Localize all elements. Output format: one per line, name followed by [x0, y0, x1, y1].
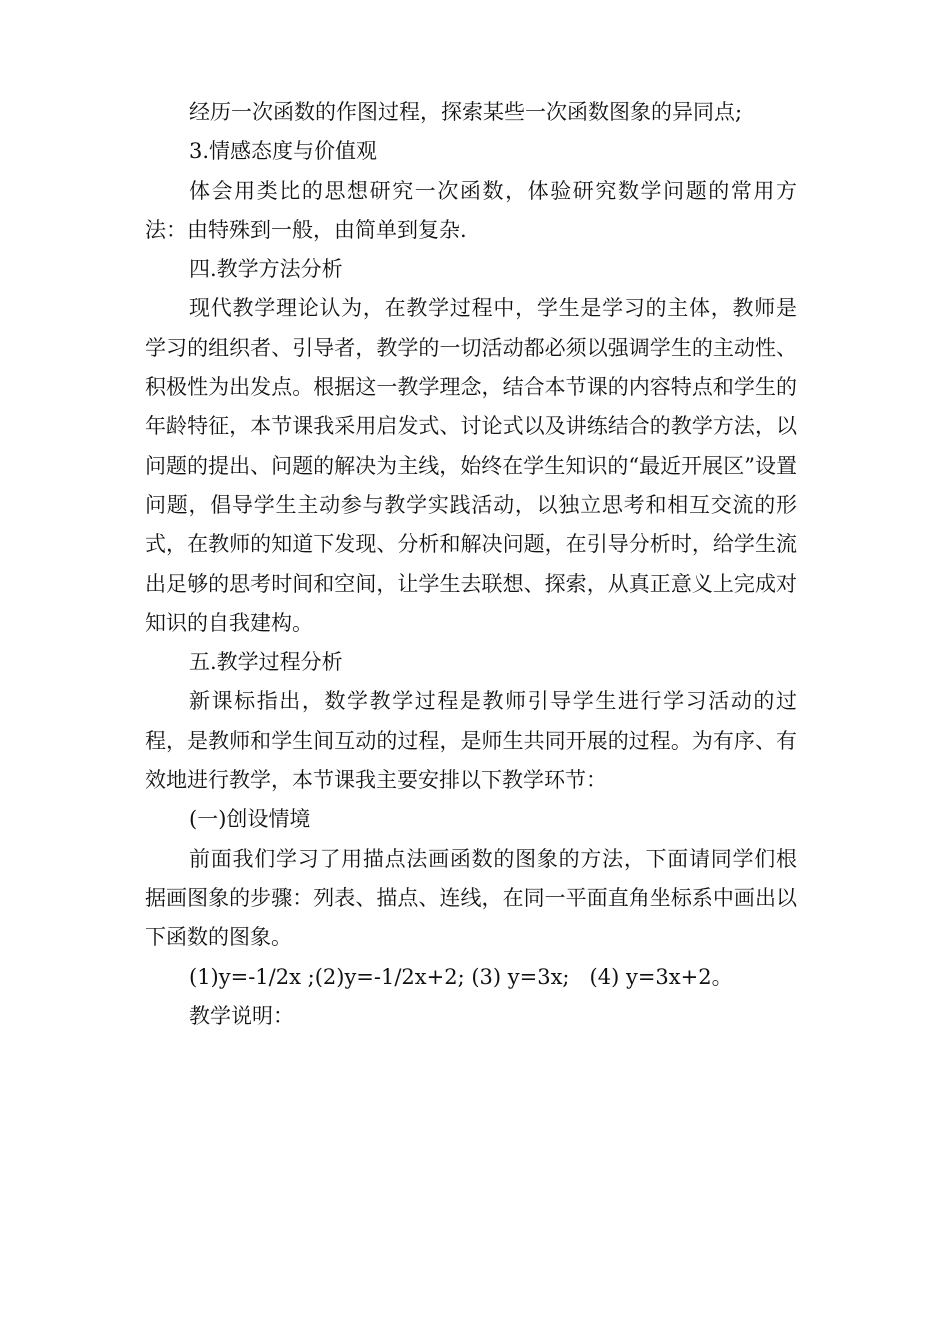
paragraph-curriculum-standard: 新课标指出，数学教学过程是教师引导学生进行学习活动的过程，是教师和学生间互动的过程，是师生共同开展的过程。为有序、有效地进行教学，本节课我主要安排以下教学环节：: [145, 689, 797, 793]
paragraph-analogy-method: 体会用类比的思想研究一次函数，体验研究数学问题的常用方法：由特殊到一般，由简单到复杂.: [145, 178, 797, 242]
paragraph-graphing-process: 经历一次函数的作图过程，探索某些一次函数图象的异同点;: [189, 100, 743, 124]
heading-teaching-process-analysis: 五.教学过程分析: [189, 650, 343, 675]
heading-teaching-notes: 教学说明：: [189, 1003, 294, 1028]
heading-create-situation: (一)创设情境: [189, 807, 311, 832]
paragraph-teaching-theory: 现代教学理论认为，在教学过程中，学生是学习的主体，教师是学习的组织者、引导者，教学的一切活动都必须以强调学生的主动性、积极性为出发点。根据这一教学理念，结合本节课的内容特点和学生的年龄特征，本节课我采用启发式、讨论式以及讲练结合的教学方法，以问题的提出、问题的解决为主线，始终在学生知识的“最近开展区”设置问题，倡导学生主动参与教学实践活动，以独立思考和相互交流的形式，在教师的知道下发现、分析和解决问题，在引导分析时，给学生流出足够的思考时间和空间，让学生去联想、探索，从真正意义上完成对知识的自我建构。: [145, 296, 797, 635]
heading-emotion-attitude-values: 3.情感态度与价值观: [189, 139, 378, 164]
paragraph-plotting-task: 前面我们学习了用描点法画函数的图象的方法，下面请同学们根据画图象的步骤：列表、描点、连线，在同一平面直角坐标系中画出以下函数的图象。: [145, 846, 797, 950]
paragraph-function-list: (1)y=-1/2x ;(2)y=-1/2x+2; (3) y=3x; (4) y=3x+2。: [189, 964, 733, 989]
heading-teaching-method-analysis: 四.教学方法分析: [189, 257, 343, 282]
document-body: [145, 93, 797, 1036]
